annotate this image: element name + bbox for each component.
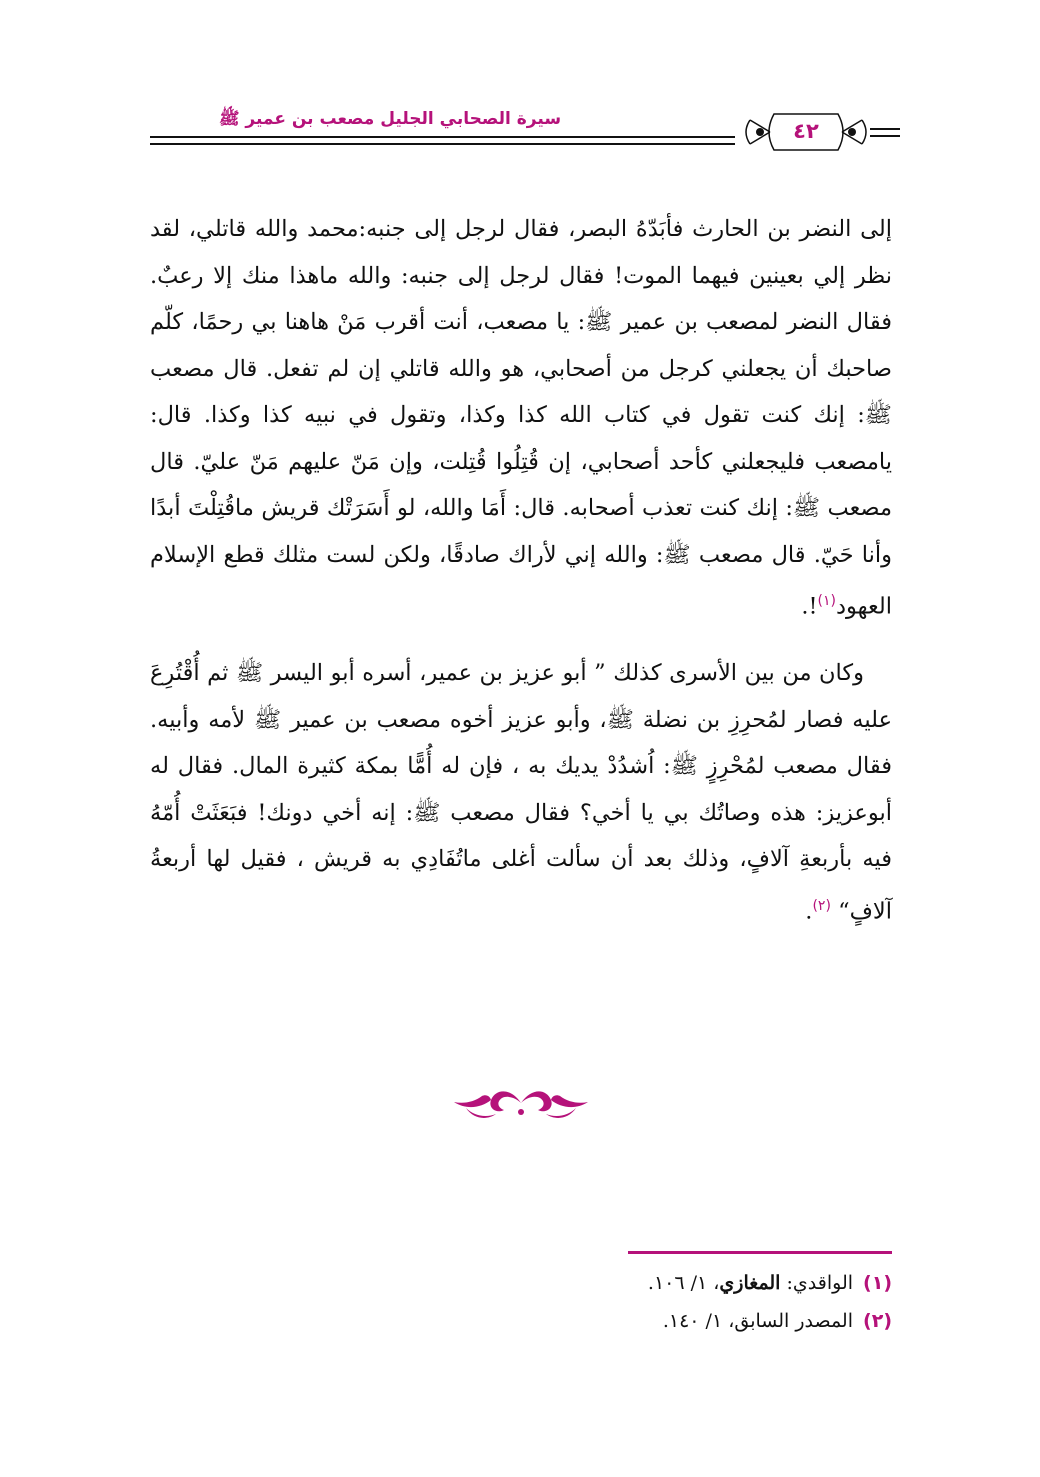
footnote-1-author: الواقدي: <box>786 1272 854 1294</box>
footnote-2-body <box>663 1302 853 1340</box>
footnote-1-work: المغازي <box>719 1272 781 1294</box>
footnote-2-ref: ، ١/ ١٤٠. <box>662 1310 735 1332</box>
paragraph-1 <box>150 206 892 630</box>
running-title: سيرة الصحابي الجليل مصعب بن عمير ﷺ <box>218 109 562 129</box>
footnote-1-body <box>648 1264 853 1302</box>
paragraph-1-text: إلى النضر بن الحارث فأبَدّهُ البصر، فقال لرجل إلى جنبه:محمد والله قاتلي، لقد نظر إلي بعينين فيهما الموت! فقال لرجل إلى جنبه: والله ماهذا منك إلا رعبٌ. فقال النضر لمصعب بن عمير ﷺ: يا مصعب، أنت أقرب مَنْ هاهنا بي رحمًا، كلّم صاحبك أن يجعلني كرجل من أصحابي، هو والله قاتلي إن لم تفعل. قال مصعب ﷺ: إنك كنت تقول في كتاب الله كذا وكذا، وتقول في نبيه كذا وكذا. قال: يامصعب فليجعلني كأحد أصحابي، إن قُتِلُوا قُتِلت، وإن مَنّ عليهم مَنّ عليّ. قال مصعب ﷺ: إنك كنت تعذب أصحابه. قال: أَمَا والله، لو أَسَرَتْك قريش ماقُتِلْتَ أبدًا وأنا حَيّ. قال مصعب ﷺ: والله إني لأراك صادقًا، ولكن لست مثلك قطع الإسلام العهود <box>150 216 892 620</box>
footnote-1-number: (١) <box>863 1272 892 1294</box>
header-rule-right-top <box>870 128 900 130</box>
paragraph-2-end: . <box>805 898 813 924</box>
paragraph-2 <box>150 650 892 935</box>
footnote-ref-1[interactable]: (١) <box>817 593 837 609</box>
footnote-2-author: المصدر السابق <box>734 1310 854 1332</box>
footnote-1-ref: ، ١/ ١٠٦. <box>647 1272 720 1294</box>
running-header <box>150 100 900 160</box>
footnote-2-number: (٢) <box>863 1310 892 1332</box>
page-number-badge <box>742 112 870 152</box>
page-number: ٤٢ <box>793 119 819 143</box>
header-rule-bottom <box>150 143 735 145</box>
header-rule-right-bottom <box>870 135 900 137</box>
footnote-1 <box>150 1264 892 1302</box>
paragraph-2-text: وكان من بين الأسرى كذلك ” أبو عزيز بن عمير، أسره أبو اليسر ﷺ ثم أُقْتُرِعَ عليه فصار لمُحرِزِ بن نضلة ﷺ، وأبو عزيز أخوه مصعب بن عمير ﷺ لأمه وأبيه. فقال مصعب لمُحْرِزٍ ﷺ: اُشدُدْ يديك به ، فإن له أُمًّا بمكة كثيرة المال. فقال له أبوعزيز: هذه وصاتُك بي يا أخي؟ فقال مصعب ﷺ: إنه أخي دونك! فبَعَثَتْ أُمّهُ فيه بأربعةِ آلافٍ، وذلك بعد أن سألت أغلى ماتُفَادِي به قريش ، فقيل لها أربعةُ آلافٍ“ <box>150 660 892 924</box>
header-rule-top <box>150 136 735 138</box>
paragraph-1-end: !. <box>801 593 818 620</box>
footnotes <box>150 1264 892 1340</box>
footnote-ref-2[interactable]: (٢) <box>812 897 831 914</box>
section-divider-ornament-icon <box>446 1078 596 1128</box>
main-text <box>150 206 892 935</box>
footnote-separator <box>628 1251 892 1254</box>
footnote-2 <box>150 1302 892 1340</box>
